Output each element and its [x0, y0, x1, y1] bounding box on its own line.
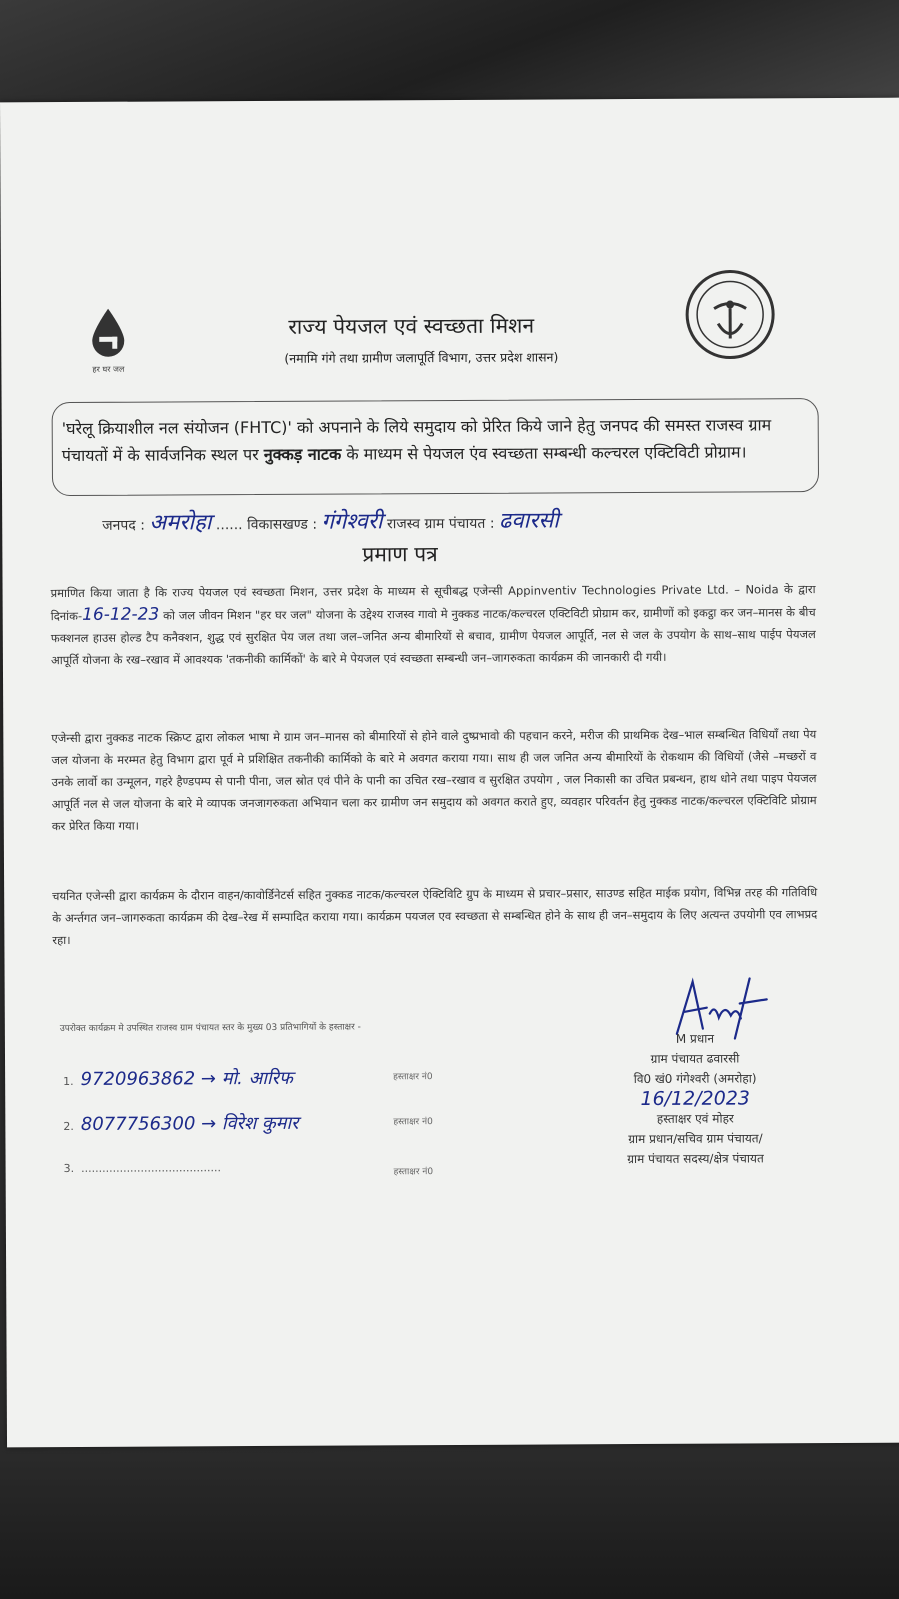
up-government-seal-icon [684, 268, 776, 360]
location-row: जनपद : अमरोहा ...... विकासखण्ड : गंगेश्वरी राजस्व ग्राम पंचायत : ढवारसी [102, 508, 559, 536]
signature-label: हस्ताक्षर नं0 [393, 1167, 434, 1178]
district-value: अमरोहा [149, 510, 212, 536]
authority-title: M प्रधान [675, 1031, 715, 1046]
signature-stamp-label: हस्ताक्षर एवं मोहर [656, 1111, 734, 1126]
p1-text-a: प्रमाणित किया जाता है कि राज्य पेयजल एवं स्वच्छता मिशन, उत्तर प्रदेश के माध्यम से सूचीबद्ध एजेन्सी Appinventiv Technologies Private Ltd. – Noida के द्वारा दिनांक- [50, 582, 816, 624]
panchayat-value: ढवारसी [498, 508, 559, 534]
certificate-heading: प्रमाण पत्र [362, 542, 438, 567]
authority-block-name: वि0 खं0 गंगेश्वरी (अमरोहा) [633, 1071, 757, 1087]
water-drop-icon [86, 307, 130, 361]
row-number: 2. [63, 1119, 74, 1134]
background-bottom [0, 1420, 899, 1599]
authority-block [565, 1028, 826, 1169]
signatory-row [63, 1160, 464, 1178]
authority-role-1: ग्राम प्रधान/सचिव ग्राम पंचायत/ [628, 1131, 763, 1147]
p1-text-b: को जल जीवन मिशन "हर घर जल" योजना के उद्देश्य राजस्व गावो मे नुक्कड नाटक/कल्चरल एक्टिविटी प्रोग्राम कर, ग्रामीणों को इकट्ठा कर जन–मानस के बीच फक्शनल हाउस होल्ड टैप कनैक्शन, शुद्ध एवं सुरक्षित पेय जल तथा जल–जनित अन्य बीमारियों से बचाव, ग्रामीण पेयजल आपूर्ति, नल से जल के उपयोग के साथ–साथ पाईप पेयजल आपूर्ति योजना के रख–रखाव में आवश्यक 'तकनीकी कार्मिकों' के बारे मे पेयजल एवं स्वच्छता सम्बन्धी जन–जागरुकता कार्यक्रम की जानकारी दी गयी। [50, 605, 816, 668]
signatory-row [63, 1065, 463, 1091]
signatory-entry: 9720963862 → मो. आरिफ [80, 1067, 293, 1090]
authority-date: 16/12/2023 [640, 1087, 751, 1111]
har-ghar-jal-logo [73, 307, 143, 375]
block-value: गंगेश्वरी [321, 509, 383, 535]
page-title: राज्य पेयजल एवं स्वच्छता मिशन [288, 313, 535, 339]
authority-role-2: ग्राम पंचायत सदस्य/क्षेत्र पंचायत [627, 1151, 764, 1167]
paragraph-2: एजेन्सी द्वारा नुक्कड नाटक स्क्रिप्ट द्वारा लोकल भाषा मे ग्राम जन–मानस को बीमारियों से होने वाले दुष्प्रभावो की पहचान करने, मरीज की प्राथमिक देख–भाल सम्बन्धित विधियाँ तथा पेय जल योजना के मरम्मत हेतु विभाग द्वारा पूर्व मे प्रशिक्षित तकनीकी कार्मिको के बारे मे अवगत कराया गया। साथ ही जल जनित अन्य बीमारियों के रोकथाम की विधियों (जैसे –मच्छरों व उनके लार्वो का उन्मूलन, गहरे हैण्डपम्प से पानी पीना, जल स्रोत एवं पीने के पानी का उचित रख–रखाव व सुरक्षित उपयोग , जल निकासी का उचित प्रबन्धन, हाथ धोने तथा पाइप पेयजल आपूर्ति नल से जल योजना के बारे मे व्यापक जनजागरुकता अभियान चला कर ग्रामीण जन समुदाय को अवगत कराते हुए, व्यवहार परिवर्तन हेतु नुक्कड नाटक/कल्चरल एक्टिविटि प्रोग्राम कर प्रेरित किया गया। [51, 727, 817, 834]
signatory-entry: 8077756300 → विरेश कुमार [80, 1112, 299, 1135]
program-date: 16-12-23 [82, 604, 160, 625]
authority-panchayat: ग्राम पंचायत ढवारसी [650, 1051, 740, 1066]
signatories-label: उपरोक्त कार्यक्रम मे उपस्थित राजस्व ग्राम पंचायत स्तर के मुख्य 03 प्रतिभागियों के हस्ताक्षर - [59, 1022, 361, 1035]
program-text-bold: नुक्कड़ नाटक [263, 444, 342, 464]
signature-label: हस्ताक्षर नं0 [393, 1117, 433, 1128]
row-number: 1. [63, 1074, 74, 1089]
logo-caption: हर घर जल [92, 364, 125, 374]
program-text-post: के माध्यम से पेयजल एंव स्वच्छता सम्बन्धी कल्चरल एक्टिविटी प्रोग्राम। [341, 442, 747, 464]
row-number: 3. [63, 1161, 75, 1176]
panchayat-label: राजस्व ग्राम पंचायत : [386, 515, 495, 533]
district-label: जनपद : [102, 517, 145, 534]
signature-label: हस्ताक्षर नं0 [393, 1072, 433, 1083]
certificate-document [0, 98, 899, 1448]
program-description [62, 411, 807, 469]
signatory-entry: ........................................ [81, 1161, 221, 1175]
paragraph-3: चयनित एजेन्सी द्वारा कार्यक्रम के दौरान वाहन/कावोर्डिनेटर्स सहित नुक्कड नाटक/कल्चरल ऐक्टिविटि ग्रुप के माध्यम से प्रचार–प्रसार, साउण्ड सहित माईक प्रयोग, विभिन्न तरह की गतिविधि के अर्न्तगत जन–जागरुकता कार्यक्रम की देख–रेख में सम्पादित कराया गया। कार्यक्रम पयजल एव स्वच्छता से सम्बन्धित होने के साथ ही जन–समुदाय के लिए अत्यन्त उपयोगी एव लाभप्रद रहा। [52, 885, 818, 948]
block-label: विकासखण्ड : [247, 516, 318, 534]
program-text-pre: 'घरेलू क्रियाशील नल संयोजन (FHTC)' को अपनाने के लिये समुदाय को प्रेरित किये जाने हेतु जनपद की समस्त राजस्व ग्राम पंचायतों में के सार्वजनिक स्थल पर [61, 415, 772, 466]
page-subtitle: (नमामि गंगे तथा ग्रामीण जलापूर्ति विभाग, उत्तर प्रदेश शासन) [284, 349, 559, 366]
signatory-row [63, 1110, 463, 1136]
paragraph-1 [51, 578, 816, 671]
